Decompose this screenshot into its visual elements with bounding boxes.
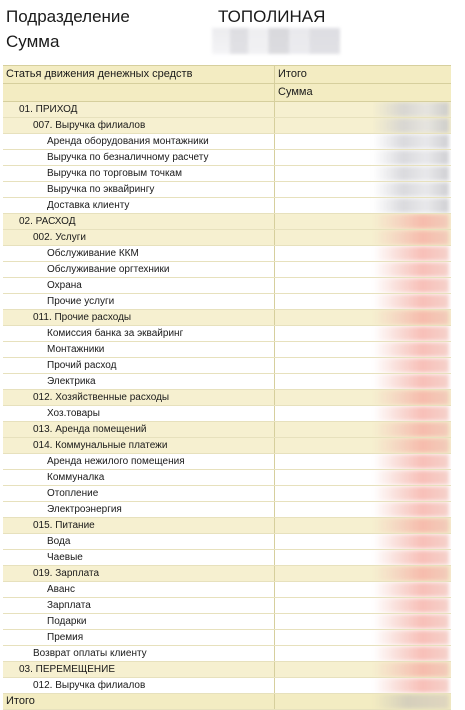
row-value-cell — [275, 662, 451, 677]
blurred-value — [373, 502, 449, 517]
row-article-label: Выручка по эквайрингу — [3, 182, 275, 197]
table-row[interactable] — [3, 294, 451, 310]
total-label: Итого — [3, 694, 275, 709]
row-article-label: Отопление — [3, 486, 275, 501]
row-value-cell — [275, 230, 451, 245]
row-value-cell — [275, 358, 451, 373]
table-header-row — [3, 66, 451, 84]
blurred-value — [373, 582, 449, 597]
row-article-label: Чаевые — [3, 550, 275, 565]
subdivision-value: ТОПОЛИНАЯ — [218, 7, 326, 26]
row-value-cell — [275, 102, 451, 117]
table-row[interactable] — [3, 582, 451, 598]
blurred-value — [373, 326, 449, 341]
blurred-value — [373, 438, 449, 453]
row-value-cell — [275, 150, 451, 165]
table-row[interactable] — [3, 182, 451, 198]
total-value-cell — [275, 694, 451, 709]
row-article-label: 013. Аренда помещений — [3, 422, 275, 437]
blurred-value — [373, 310, 449, 325]
row-value-cell — [275, 166, 451, 181]
row-value-cell — [275, 470, 451, 485]
blurred-value — [373, 230, 449, 245]
row-article-label: 002. Услуги — [3, 230, 275, 245]
row-value-cell — [275, 502, 451, 517]
blurred-value — [373, 102, 449, 117]
blurred-value — [373, 646, 449, 661]
table-header-subrow — [3, 84, 451, 102]
cashflow-report-table — [3, 65, 451, 710]
table-row[interactable] — [3, 518, 451, 534]
row-value-cell — [275, 326, 451, 341]
row-value-cell — [275, 262, 451, 277]
row-article-label: 012. Выручка филиалов — [3, 678, 275, 693]
blurred-value — [373, 662, 449, 677]
blurred-value — [373, 550, 449, 565]
blurred-value — [373, 294, 449, 309]
blurred-value — [373, 118, 449, 133]
row-value-cell — [275, 342, 451, 357]
blurred-value — [373, 630, 449, 645]
table-row[interactable] — [3, 646, 451, 662]
row-article-label: Вода — [3, 534, 275, 549]
blurred-value — [373, 278, 449, 293]
row-value-cell — [275, 118, 451, 133]
blurred-value — [373, 374, 449, 389]
table-row[interactable] — [3, 614, 451, 630]
blurred-value — [373, 342, 449, 357]
row-value-cell — [275, 678, 451, 693]
table-row[interactable] — [3, 454, 451, 470]
row-value-cell — [275, 390, 451, 405]
table-total-row[interactable] — [3, 694, 451, 710]
row-value-cell — [275, 310, 451, 325]
blurred-value — [373, 422, 449, 437]
row-article-label: 015. Питание — [3, 518, 275, 533]
row-article-label: Электрика — [3, 374, 275, 389]
row-article-label: Монтажники — [3, 342, 275, 357]
table-row[interactable] — [3, 598, 451, 614]
blurred-value — [373, 486, 449, 501]
table-row[interactable] — [3, 342, 451, 358]
table-row[interactable] — [3, 678, 451, 694]
table-row[interactable] — [3, 534, 451, 550]
table-row[interactable] — [3, 166, 451, 182]
table-row[interactable] — [3, 118, 451, 134]
blurred-value — [373, 566, 449, 581]
table-row[interactable] — [3, 390, 451, 406]
blurred-value — [373, 358, 449, 373]
blurred-value — [373, 166, 449, 181]
row-article-label: Коммуналка — [3, 470, 275, 485]
row-article-label: Обслуживание оргтехники — [3, 262, 275, 277]
table-row[interactable] — [3, 150, 451, 166]
row-value-cell — [275, 518, 451, 533]
row-article-label: Зарплата — [3, 598, 275, 613]
blurred-value — [373, 198, 449, 213]
table-row[interactable] — [3, 470, 451, 486]
row-value-cell — [275, 550, 451, 565]
blurred-value — [373, 390, 449, 405]
row-value-cell — [275, 534, 451, 549]
row-value-cell — [275, 198, 451, 213]
row-article-label: 007. Выручка филиалов — [3, 118, 275, 133]
table-row[interactable] — [3, 550, 451, 566]
blurred-value — [373, 246, 449, 261]
table-row[interactable] — [3, 326, 451, 342]
row-article-label: Электроэнергия — [3, 502, 275, 517]
column-header-article-cont — [3, 84, 275, 101]
row-article-label: Аванс — [3, 582, 275, 597]
blurred-value — [373, 406, 449, 421]
report-header — [6, 4, 456, 62]
blurred-value — [373, 182, 449, 197]
row-value-cell — [275, 406, 451, 421]
table-row[interactable] — [3, 438, 451, 454]
row-article-label: Аренда нежилого помещения — [3, 454, 275, 469]
table-row[interactable] — [3, 102, 451, 118]
table-body — [3, 102, 451, 694]
row-article-label: 03. ПЕРЕМЕЩЕНИЕ — [3, 662, 275, 677]
blurred-value — [373, 454, 449, 469]
row-value-cell — [275, 582, 451, 597]
row-article-label: Прочие услуги — [3, 294, 275, 309]
table-row[interactable] — [3, 134, 451, 150]
table-row[interactable] — [3, 630, 451, 646]
row-value-cell — [275, 598, 451, 613]
table-row[interactable] — [3, 278, 451, 294]
row-value-cell — [275, 614, 451, 629]
row-article-label: Хоз.товары — [3, 406, 275, 421]
blurred-value — [373, 534, 449, 549]
table-row[interactable] — [3, 310, 451, 326]
row-value-cell — [275, 374, 451, 389]
column-header-total[interactable]: Итого — [275, 66, 451, 83]
row-article-label: Премия — [3, 630, 275, 645]
row-article-label: 012. Хозяйственные расходы — [3, 390, 275, 405]
table-row[interactable] — [3, 246, 451, 262]
row-value-cell — [275, 630, 451, 645]
row-value-cell — [275, 422, 451, 437]
sum-label: Сумма — [6, 32, 60, 51]
blurred-sum-value — [212, 28, 340, 54]
table-row[interactable] — [3, 214, 451, 230]
row-value-cell — [275, 646, 451, 661]
blurred-value — [373, 518, 449, 533]
blurred-value — [373, 598, 449, 613]
row-value-cell — [275, 182, 451, 197]
row-value-cell — [275, 294, 451, 309]
row-article-label: Комиссия банка за эквайринг — [3, 326, 275, 341]
row-article-label: 019. Зарплата — [3, 566, 275, 581]
table-row[interactable] — [3, 374, 451, 390]
table-row[interactable] — [3, 422, 451, 438]
table-row[interactable] — [3, 262, 451, 278]
row-article-label: 02. РАСХОД — [3, 214, 275, 229]
row-article-label: Подарки — [3, 614, 275, 629]
row-article-label: Доставка клиенту — [3, 198, 275, 213]
row-value-cell — [275, 454, 451, 469]
row-article-label: Прочий расход — [3, 358, 275, 373]
row-article-label: Возврат оплаты клиенту — [3, 646, 275, 661]
row-article-label: Обслуживание ККМ — [3, 246, 275, 261]
blurred-value — [373, 150, 449, 165]
row-article-label: 014. Коммунальные платежи — [3, 438, 275, 453]
blurred-value — [373, 470, 449, 485]
table-row[interactable] — [3, 566, 451, 582]
table-row[interactable] — [3, 198, 451, 214]
row-value-cell — [275, 134, 451, 149]
table-row[interactable] — [3, 406, 451, 422]
subdivision-label: Подразделение — [6, 7, 130, 26]
column-header-article[interactable]: Статья движения денежных средств — [3, 66, 275, 83]
row-value-cell — [275, 246, 451, 261]
table-row[interactable] — [3, 662, 451, 678]
row-value-cell — [275, 214, 451, 229]
row-article-label: 01. ПРИХОД — [3, 102, 275, 117]
row-article-label: Выручка по торговым точкам — [3, 166, 275, 181]
row-article-label: 011. Прочие расходы — [3, 310, 275, 325]
blurred-value — [373, 134, 449, 149]
table-row[interactable] — [3, 230, 451, 246]
table-row[interactable] — [3, 358, 451, 374]
table-row[interactable] — [3, 486, 451, 502]
blurred-value — [373, 614, 449, 629]
row-article-label: Охрана — [3, 278, 275, 293]
column-header-sum[interactable]: Сумма — [275, 84, 451, 101]
row-value-cell — [275, 438, 451, 453]
table-row[interactable] — [3, 502, 451, 518]
row-value-cell — [275, 566, 451, 581]
row-article-label: Аренда оборудования монтажники — [3, 134, 275, 149]
blurred-value — [373, 262, 449, 277]
blurred-total-value — [373, 694, 449, 709]
row-value-cell — [275, 278, 451, 293]
row-article-label: Выручка по безналичному расчету — [3, 150, 275, 165]
row-value-cell — [275, 486, 451, 501]
blurred-value — [373, 214, 449, 229]
blurred-value — [373, 678, 449, 693]
